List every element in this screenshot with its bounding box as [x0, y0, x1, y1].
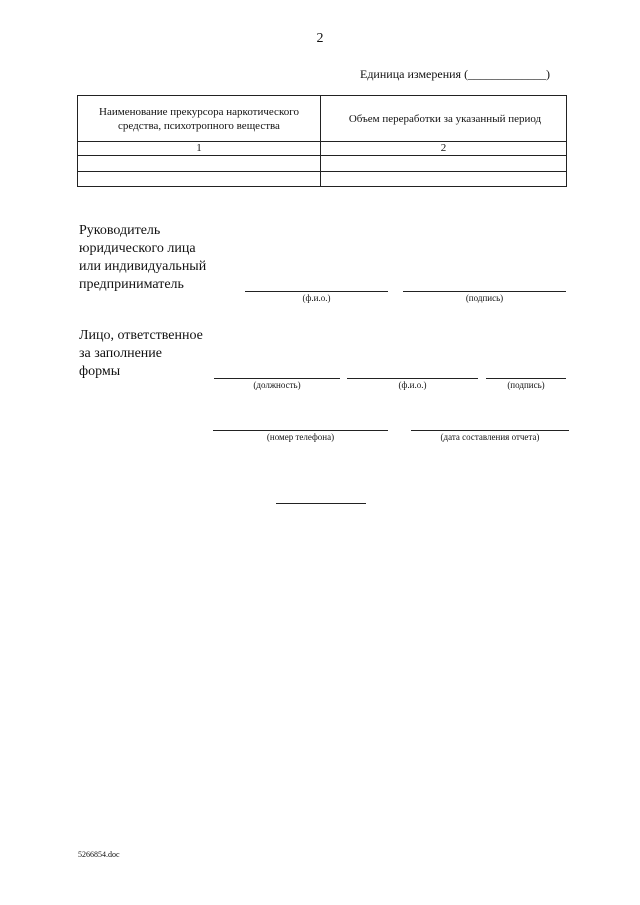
head-block-label: [79, 222, 206, 294]
closing-rule: [276, 503, 366, 504]
report-date-line: [411, 430, 569, 431]
head-label-line: предприниматель: [79, 277, 184, 292]
head-signature-line: [403, 291, 566, 292]
responsible-position-line: [214, 378, 340, 379]
responsible-label-line: формы: [79, 364, 121, 379]
report-date-caption: (дата составления отчета): [440, 432, 540, 442]
unit-label: Единица измерения: [360, 67, 462, 81]
head-label-line: Руководитель: [79, 223, 161, 238]
table-header-precursor-name: Наименование прекурсора наркотического средства, психотропного вещества: [99, 105, 299, 132]
responsible-phone-line: [213, 430, 388, 431]
responsible-position-caption: (должность): [253, 380, 301, 390]
page-number: 2: [316, 31, 324, 46]
responsible-block-label: [79, 327, 203, 381]
table-row-divider: [78, 155, 566, 156]
responsible-phone-caption: (номер телефона): [266, 432, 335, 442]
responsible-signature-caption: (подпись): [507, 380, 545, 390]
responsible-fio-caption: (ф.и.о.): [398, 380, 427, 390]
responsible-signature-line: [486, 378, 566, 379]
head-label-line: юридического лица: [79, 241, 196, 256]
document-filename: 5266854.doc: [78, 850, 120, 859]
head-fio-caption: (ф.и.о.): [302, 293, 331, 303]
table-column-number-2: 2: [440, 142, 447, 154]
responsible-fio-line: [347, 378, 478, 379]
table-header-volume: Объем переработки за указанный период: [348, 112, 542, 125]
responsible-label-line: Лицо, ответственное: [79, 328, 203, 343]
head-signature-caption: (подпись): [465, 293, 504, 303]
unit-of-measure: [360, 67, 550, 82]
head-label-line: или индивидуальный: [79, 259, 207, 274]
unit-value: (_____________): [464, 67, 551, 81]
precursor-table: [77, 95, 567, 187]
responsible-label-line: за заполнение: [79, 346, 163, 361]
head-fio-line: [245, 291, 388, 292]
table-row-divider: [78, 171, 566, 172]
table-column-number-1: 1: [196, 142, 202, 154]
